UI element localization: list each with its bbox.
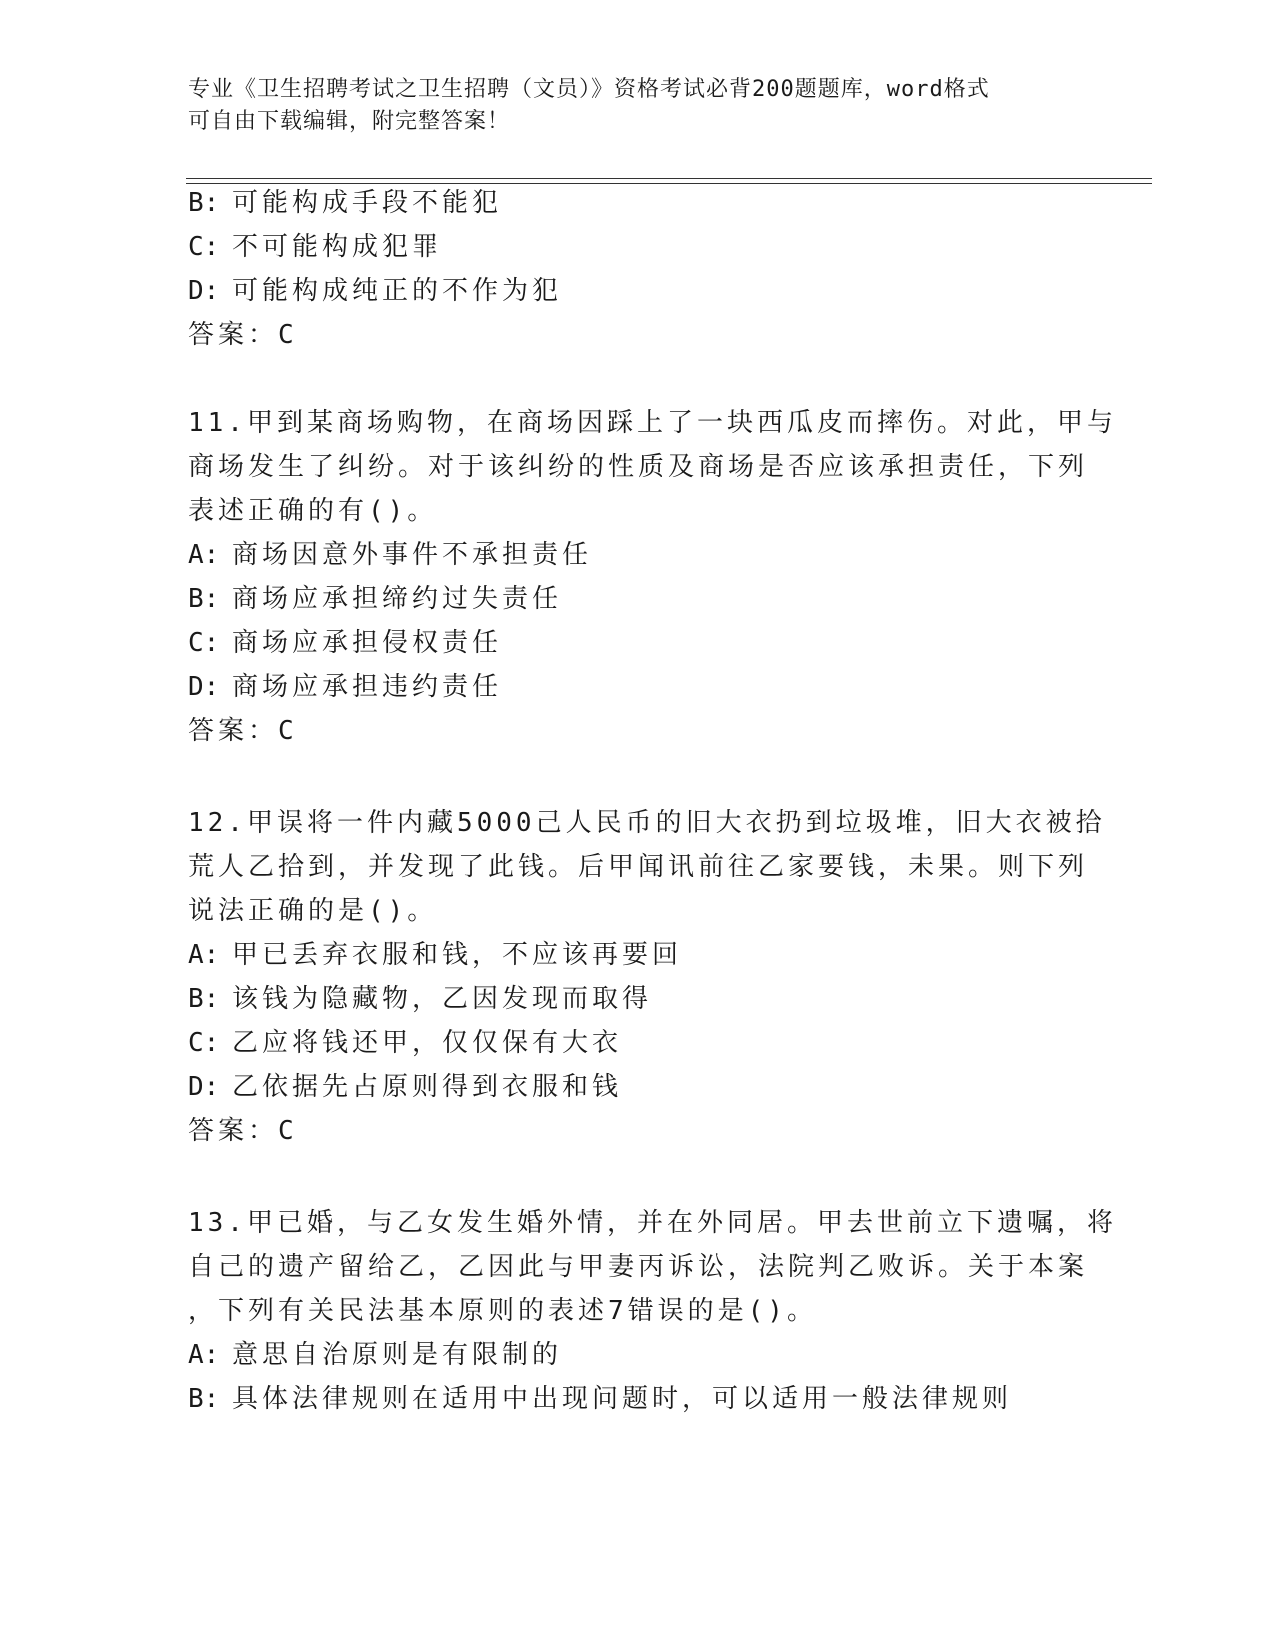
option-text: 可能构成纯正的不作为犯	[232, 276, 563, 306]
option-letter: B:	[188, 188, 220, 218]
option-a	[188, 1338, 562, 1372]
header-divider-bottom	[186, 183, 1152, 184]
option-letter: A:	[188, 1340, 220, 1370]
question-12-line-3: 说法正确的是()。	[188, 896, 438, 926]
header-line-1: 专业《卫生招聘考试之卫生招聘（文员）》资格考试必背200题题库，word格式	[188, 77, 990, 102]
option-letter: B:	[188, 1384, 220, 1414]
question-11-line-1: 11.甲到某商场购物，在商场因踩上了一块西瓜皮而摔伤。对此，甲与	[188, 408, 1117, 438]
option-letter: D:	[188, 276, 220, 306]
option-text: 该钱为隐藏物，乙因发现而取得	[232, 984, 653, 1014]
option-d	[188, 1070, 622, 1104]
option-letter: C:	[188, 628, 220, 658]
question-11-line-3: 表述正确的有()。	[188, 496, 438, 526]
answer-line: 答案：C	[188, 716, 298, 746]
question-13-line-3: ，下列有关民法基本原则的表述7错误的是()。	[188, 1296, 817, 1326]
option-c	[188, 230, 442, 264]
option-b	[188, 582, 562, 616]
option-d	[188, 274, 562, 308]
option-text: 乙依据先占原则得到衣服和钱	[232, 1072, 623, 1102]
option-letter: C:	[188, 1028, 220, 1058]
option-text: 甲已丢弃衣服和钱，不应该再要回	[232, 940, 683, 970]
answer-line: 答案：C	[188, 1116, 298, 1146]
option-c	[188, 1026, 622, 1060]
option-letter: C:	[188, 232, 220, 262]
answer-line: 答案：C	[188, 320, 298, 350]
option-b	[188, 186, 502, 220]
option-letter: D:	[188, 1072, 220, 1102]
question-12-line-2: 荒人乙拾到，并发现了此钱。后甲闻讯前往乙家要钱，未果。则下列	[188, 852, 1089, 882]
option-b	[188, 982, 652, 1016]
option-text: 可能构成手段不能犯	[232, 188, 503, 218]
header-line-2: 可自由下载编辑，附完整答案！	[188, 109, 511, 134]
option-a	[188, 538, 592, 572]
option-letter: D:	[188, 672, 220, 702]
option-text: 意思自治原则是有限制的	[232, 1340, 563, 1370]
question-13-line-1: 13.甲已婚，与乙女发生婚外情，并在外同居。甲去世前立下遗嘱，将	[188, 1208, 1117, 1238]
option-text: 乙应将钱还甲，仅仅保有大衣	[232, 1028, 623, 1058]
option-b	[188, 1382, 1012, 1416]
option-d	[188, 670, 502, 704]
question-13-line-2: 自己的遗产留给乙，乙因此与甲妻丙诉讼，法院判乙败诉。关于本案	[188, 1252, 1089, 1282]
option-text: 不可能构成犯罪	[232, 232, 443, 262]
option-letter: B:	[188, 984, 220, 1014]
option-text: 商场因意外事件不承担责任	[232, 540, 593, 570]
option-letter: A:	[188, 540, 220, 570]
document-header	[188, 74, 1068, 138]
option-letter: A:	[188, 940, 220, 970]
option-text: 商场应承担侵权责任	[232, 628, 503, 658]
question-11-line-2: 商场发生了纠纷。对于该纠纷的性质及商场是否应该承担责任，下列	[188, 452, 1089, 482]
option-text: 商场应承担违约责任	[232, 672, 503, 702]
header-divider-top	[186, 178, 1152, 179]
option-a	[188, 938, 682, 972]
option-text: 商场应承担缔约过失责任	[232, 584, 563, 614]
option-text: 具体法律规则在适用中出现问题时，可以适用一般法律规则	[232, 1384, 1013, 1414]
question-12-line-1: 12.甲误将一件内藏5000己人民币的旧大衣扔到垃圾堆，旧大衣被拾	[188, 808, 1106, 838]
option-letter: B:	[188, 584, 220, 614]
option-c	[188, 626, 502, 660]
